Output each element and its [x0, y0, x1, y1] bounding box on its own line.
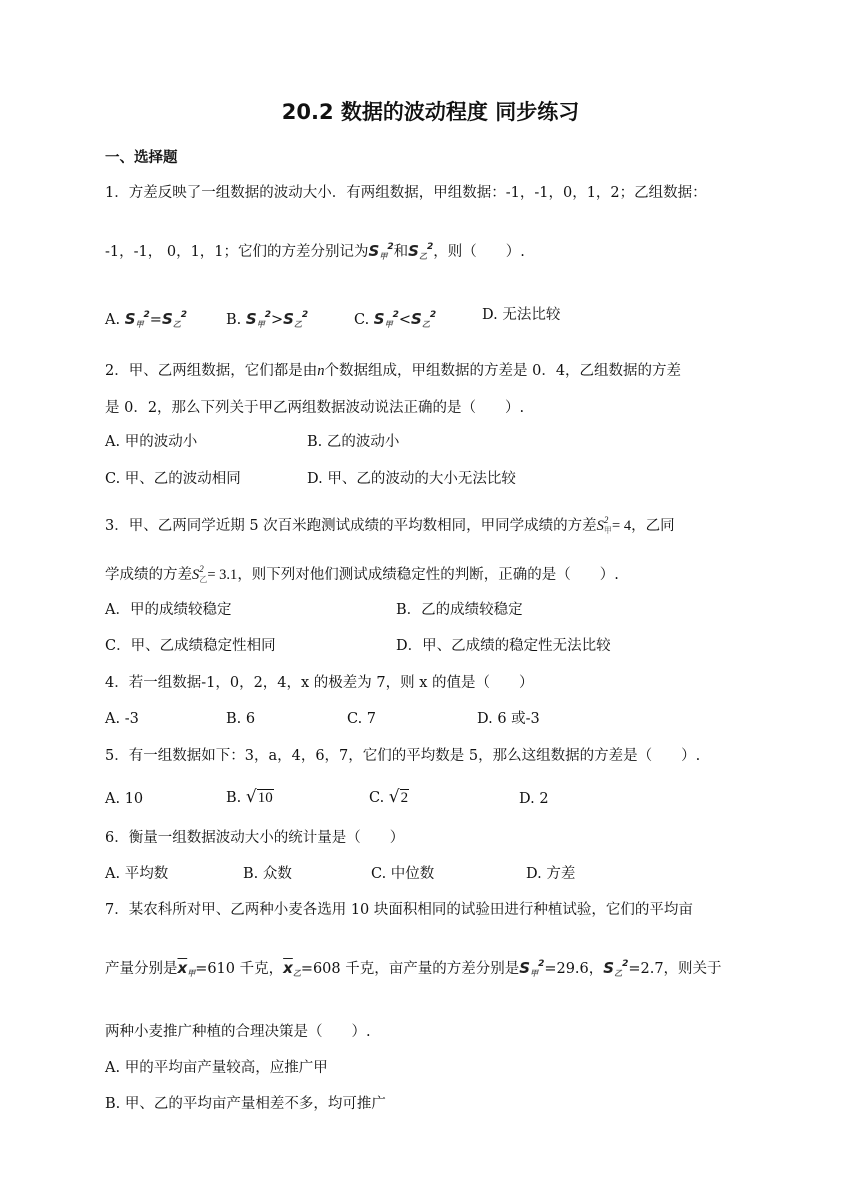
q1-option-b[interactable]	[226, 305, 308, 335]
q7-line1: 7．某农科所对甲、乙两种小麦各选用 10 块面积相同的试验田进行种植试验，它们的平均亩	[105, 902, 693, 918]
sqrt-symbol: √	[245, 787, 257, 807]
mean-yi-symbol	[283, 959, 301, 977]
q2-option-a[interactable]: A. 甲的波动小	[105, 434, 198, 450]
s-letter: S	[373, 310, 385, 328]
s-letter: S	[124, 310, 136, 328]
q5-option-a[interactable]: A. 10	[105, 791, 144, 807]
variable-n: n	[317, 363, 325, 379]
q5-option-d[interactable]: D. 2	[519, 791, 549, 807]
q3-text-d: ，则下列对他们测试成绩稳定性的判断，正确的是（ ）.	[237, 567, 619, 583]
variance-yi-symbol	[408, 242, 433, 260]
q7-text-d: =29.6，	[544, 961, 604, 977]
superscript-2: 2	[429, 310, 437, 320]
q2-option-c[interactable]: C. 甲、乙的波动相同	[105, 471, 241, 487]
q2-text-a: 2．甲、乙两组数据，它们都是由	[105, 363, 318, 379]
subscript-yi: 乙	[614, 969, 623, 978]
q1-option-d[interactable]: D. 无法比较	[482, 307, 561, 323]
subscript-yi: 乙	[293, 320, 302, 329]
s-letter: S	[283, 310, 294, 328]
q4-line1: 4．若一组数据-1，0，2，4，x 的极差为 7，则 x 的值是（ ）	[105, 675, 534, 691]
q6-option-b[interactable]: B. 众数	[243, 866, 292, 882]
q2-option-d[interactable]: D. 甲、乙的波动的大小无法比较	[307, 471, 516, 487]
subscript-yi: 乙	[421, 320, 430, 329]
q7-text-c: =608 千克，亩产量的方差分别是	[300, 961, 520, 977]
variance-yi-symbol	[283, 310, 308, 328]
q5-line1: 5．有一组数据如下：3，a，4，6，7，它们的平均数是 5，那么这组数据的方差是（ ）.	[105, 748, 701, 764]
q7-option-a[interactable]: A. 甲的平均亩产量较高，应推广甲	[105, 1060, 328, 1076]
q4-option-a[interactable]: A. -3	[105, 711, 139, 727]
subscript-yi: 乙	[292, 969, 301, 978]
s-letter: S	[603, 959, 615, 977]
q2-option-b[interactable]: B. 乙的波动小	[307, 434, 400, 450]
subscript-jia: 甲	[135, 320, 144, 329]
subscript-jia: 甲	[379, 252, 388, 261]
s-letter: S	[408, 242, 419, 260]
option-letter: A.	[105, 312, 121, 328]
q6-line1: 6．衡量一组数据波动大小的统计量是（ ）	[105, 830, 405, 846]
s-letter: S	[368, 242, 380, 260]
relation-symbol: <	[398, 312, 412, 328]
q6-option-d[interactable]: D. 方差	[526, 866, 576, 882]
superscript-2: 2	[538, 959, 545, 969]
variance-yi-expression	[192, 564, 238, 584]
variance-yi-symbol	[162, 310, 187, 328]
q7-line2	[105, 954, 722, 984]
relation-symbol: >	[270, 312, 284, 328]
q3-text-c: 学成绩的方差	[105, 567, 192, 583]
q1-line2-text-a: -1，-1， 0，1，1；它们的方差分别记为	[105, 244, 369, 260]
q4-option-c[interactable]: C. 7	[347, 711, 377, 727]
superscript-2: 2	[264, 310, 271, 320]
section-heading: 一、选择题	[105, 150, 178, 166]
q7-option-b[interactable]: B. 甲、乙的平均亩产量相差不多，均可推广	[105, 1096, 386, 1112]
q1-option-a[interactable]	[105, 305, 187, 335]
q2-text-b: 个数据组成，甲组数据的方差是 0．4，乙组数据的方差	[324, 363, 682, 379]
option-letter: C.	[354, 312, 370, 328]
mean-jia-symbol	[178, 959, 196, 977]
subscript-jia: 甲	[384, 320, 393, 329]
variance-jia-symbol	[374, 310, 399, 328]
q3-option-c[interactable]: C．甲、乙成绩稳定性相同	[105, 638, 276, 654]
s-letter: S	[245, 310, 257, 328]
subscript-yi: 乙	[199, 575, 208, 584]
q3-option-b[interactable]: B．乙的成绩较稳定	[396, 602, 523, 618]
q3-text-a: 3．甲、乙两同学近期 5 次百米跑测试成绩的平均数相同，甲同学成绩的方差	[105, 518, 597, 534]
q1-line2-text-b: 和	[393, 244, 409, 260]
q4-option-b[interactable]: B. 6	[226, 711, 256, 727]
q3-line2	[105, 559, 619, 590]
sqrt-symbol: √	[388, 787, 400, 807]
q3-option-a[interactable]: A．甲的成绩较稳定	[105, 602, 232, 618]
subscript-yi: 乙	[418, 252, 427, 261]
variance-jia-symbol	[519, 959, 544, 977]
subscript-jia: 甲	[187, 969, 196, 978]
q2-line2: 是 0．2，那么下列关于甲乙两组数据波动说法正确的是（ ）.	[105, 400, 525, 416]
variance-jia-symbol	[125, 310, 150, 328]
option-letter: C.	[369, 790, 385, 806]
q7-text-a: 产量分别是	[105, 961, 178, 977]
variance-jia-symbol	[246, 310, 271, 328]
q1-line2-text-c: ，则（ ）.	[433, 244, 525, 260]
superscript-2: 2	[180, 310, 188, 320]
q6-option-c[interactable]: C. 中位数	[371, 866, 435, 882]
superscript-2: 2	[426, 242, 434, 252]
q4-option-d[interactable]: D. 6 或-3	[477, 711, 540, 727]
q7-text-b: =610 千克，	[195, 961, 284, 977]
q6-option-a[interactable]: A. 平均数	[105, 866, 169, 882]
variance-jia-expression	[596, 515, 632, 535]
superscript-2: 2	[622, 959, 629, 969]
q7-line3: 两种小麦推广种植的合理决策是（ ）.	[105, 1024, 371, 1040]
subscript-jia: 甲	[603, 526, 612, 535]
q2-line1	[105, 361, 681, 381]
s-letter: S	[192, 567, 200, 583]
superscript-2: 2	[387, 242, 394, 252]
variance-jia-value: = 4	[612, 518, 632, 534]
q3-line1	[105, 510, 675, 541]
superscript-2: 2	[392, 310, 399, 320]
option-letter: B.	[226, 790, 242, 806]
subscript-jia: 甲	[256, 320, 265, 329]
x-bar: $\overline{x}$	[177, 959, 188, 977]
superscript-2: 2	[143, 310, 150, 320]
x-bar: $\overline{x}$	[283, 959, 293, 977]
subscript-jia: 甲	[530, 969, 539, 978]
s-letter: S	[596, 518, 604, 534]
s-letter: S	[411, 310, 422, 328]
option-letter: B.	[226, 312, 242, 328]
superscript-2: 2	[603, 515, 609, 525]
q7-text-e: =2.7，则关于	[628, 961, 722, 977]
q5-option-c[interactable]	[369, 787, 409, 808]
q5-option-b[interactable]	[226, 787, 274, 808]
superscript-2: 2	[301, 310, 309, 320]
s-letter: S	[161, 310, 173, 328]
q1-line2	[105, 237, 525, 267]
variance-yi-symbol	[603, 959, 628, 977]
relation-symbol: =	[149, 312, 162, 328]
q1-line1: 1．方差反映了一组数据的波动大小．有两组数据，甲组数据：-1，-1，0，1，2；乙组数据：	[105, 185, 707, 201]
superscript-2: 2	[199, 564, 204, 574]
sqrt-radicand: 2	[400, 790, 409, 806]
q1-option-c[interactable]	[354, 305, 436, 335]
q3-option-d[interactable]: D．甲、乙成绩的稳定性无法比较	[396, 638, 611, 654]
variance-jia-symbol	[369, 242, 394, 260]
sqrt-radicand: 10	[257, 790, 273, 806]
variance-yi-symbol	[411, 310, 436, 328]
subscript-yi: 乙	[172, 320, 181, 329]
s-letter: S	[519, 959, 531, 977]
variance-yi-value: = 3.1	[207, 567, 238, 583]
q3-text-b: ，乙同	[631, 518, 675, 534]
page-title: 20.2 数据的波动程度 同步练习	[281, 100, 580, 124]
